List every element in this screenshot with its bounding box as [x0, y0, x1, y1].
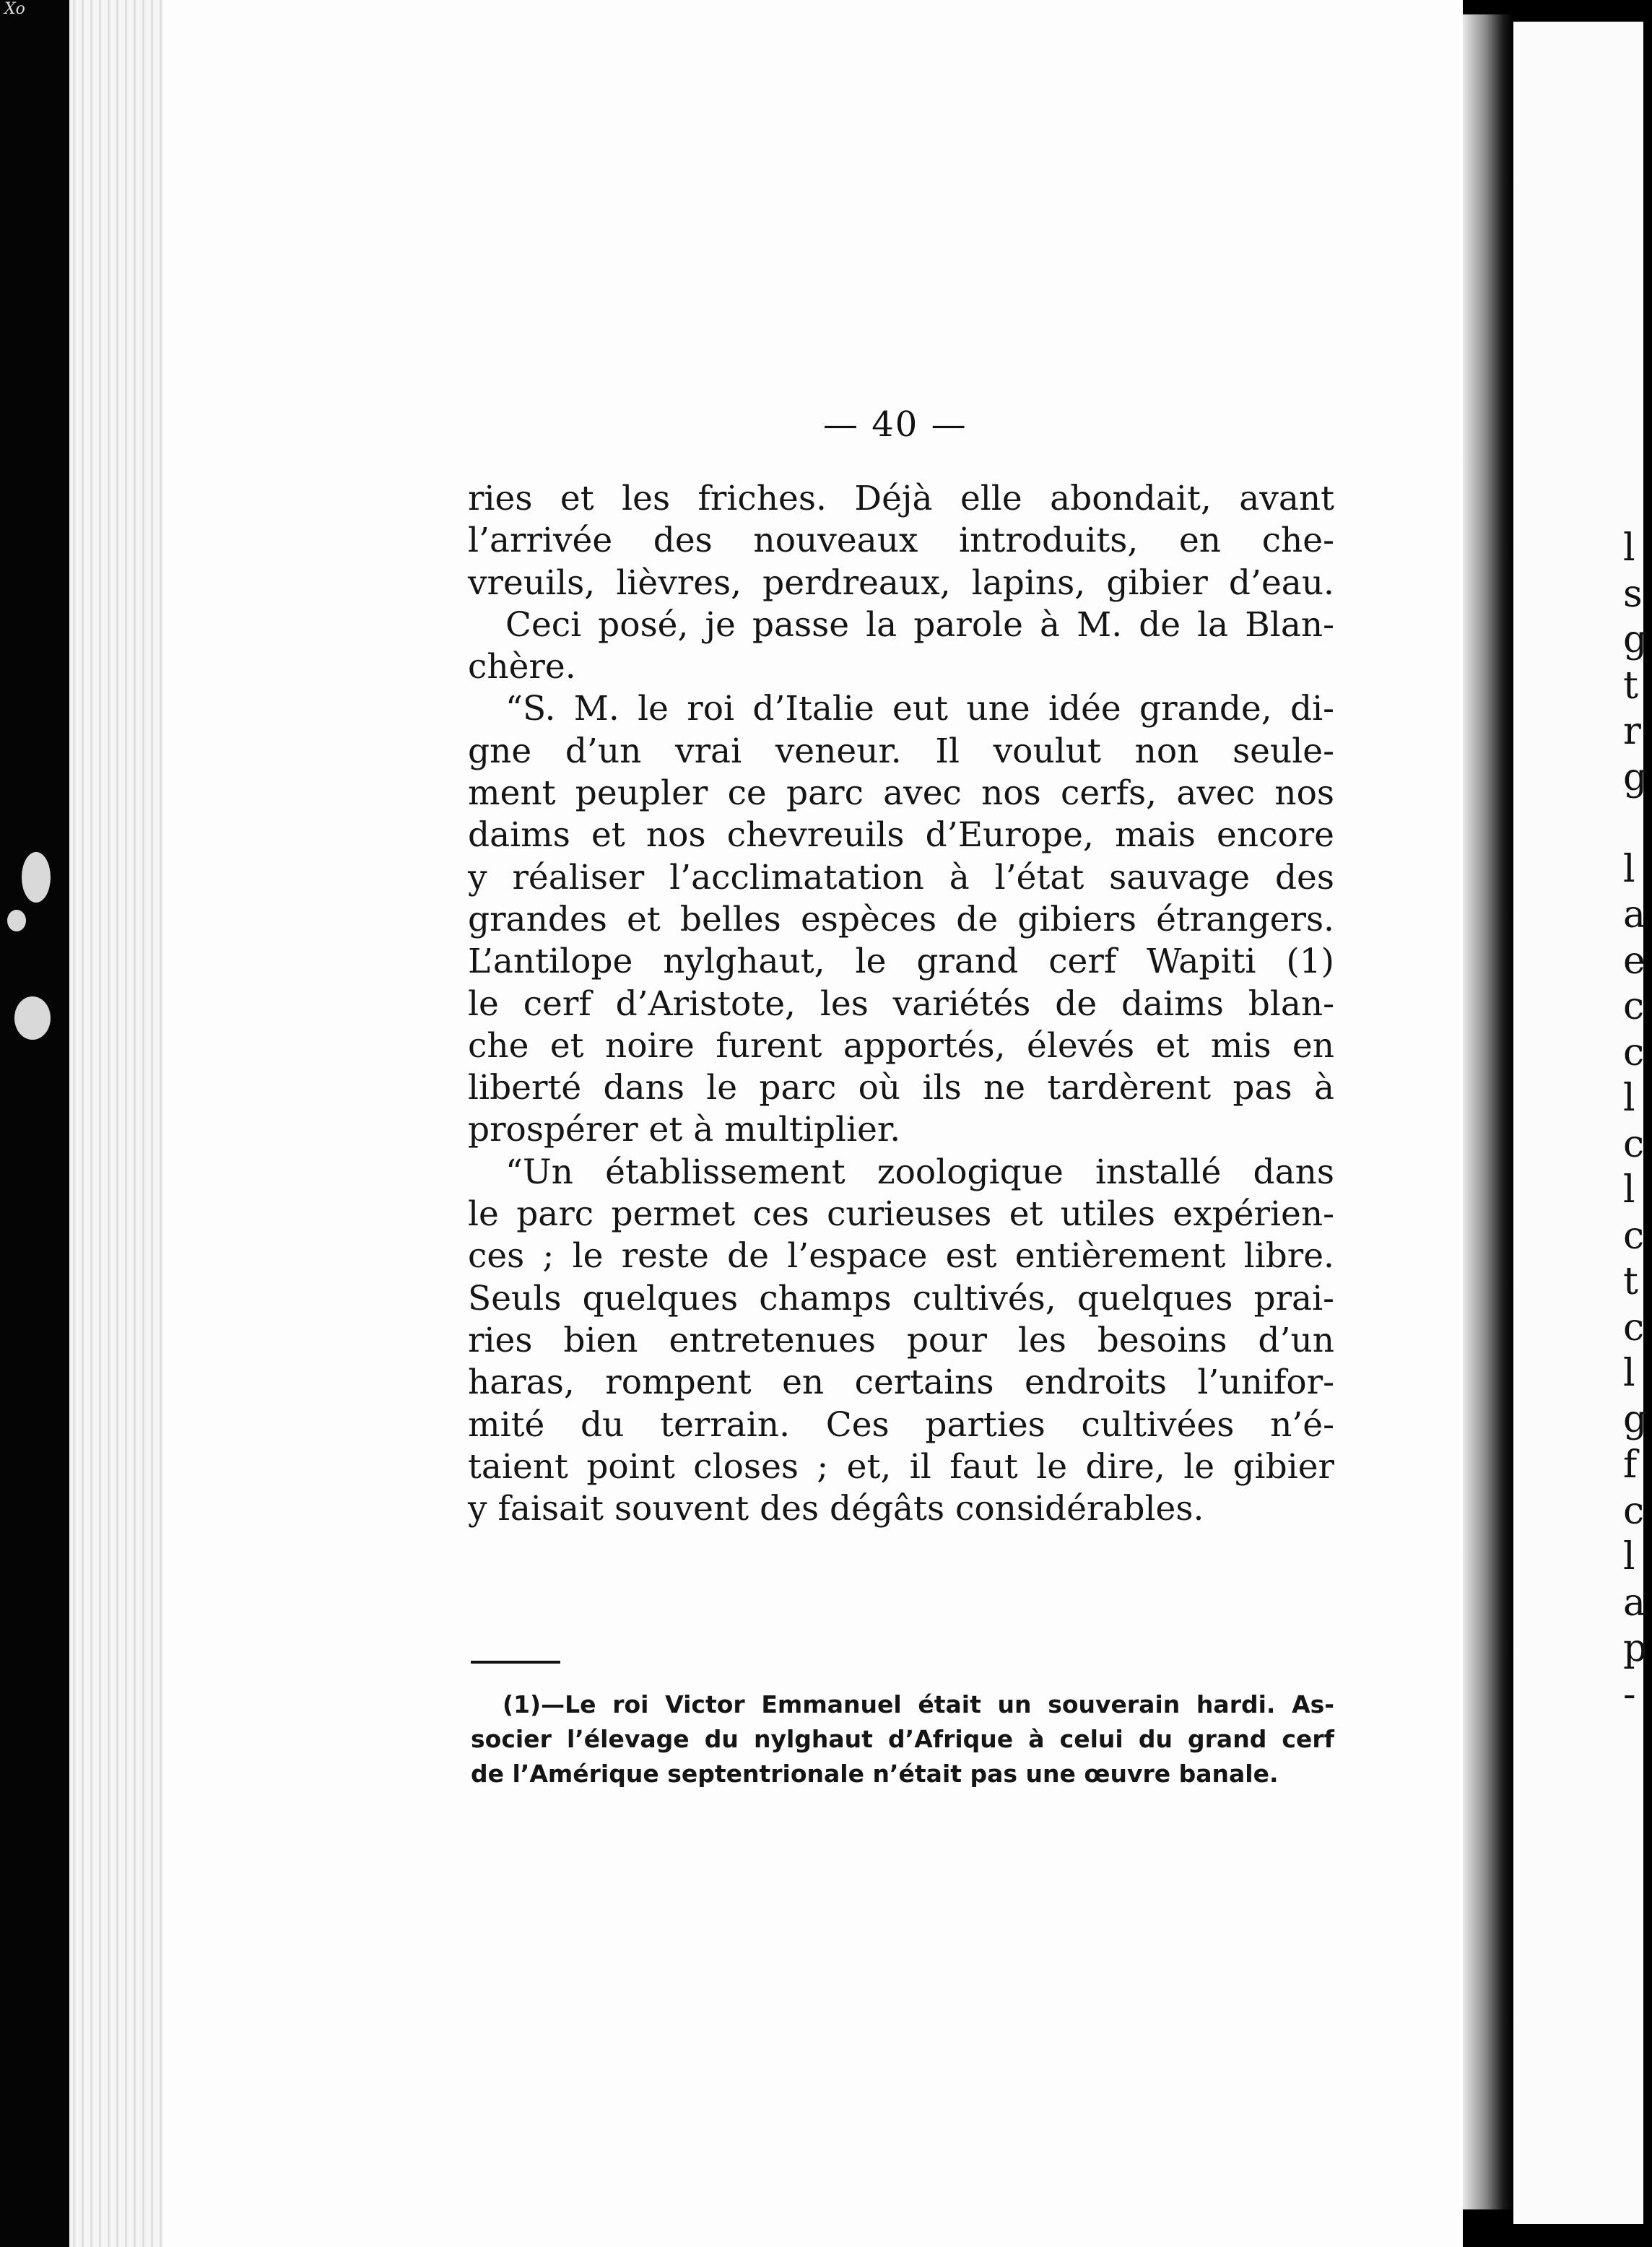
- scan-speck: [14, 996, 51, 1040]
- footnote-rule: [471, 1661, 560, 1664]
- body-line: ment peupler ce parc avec nos cerfs, avec nos: [468, 773, 1334, 814]
- scan-speck: [7, 910, 26, 931]
- corner-mark: Xo: [4, 0, 25, 18]
- page-number: — 40 —: [823, 404, 968, 445]
- body-line: l’arrivée des nouveaux introduits, en che-: [468, 521, 1334, 561]
- next-page-cropped-text: [1623, 526, 1652, 1718]
- next-page-letter: l: [1623, 1535, 1635, 1578]
- body-line: prospérer et à multiplier.: [468, 1110, 901, 1150]
- next-page-letter: l: [1623, 1352, 1635, 1395]
- body-line: L’antilope nylghaut, le grand cerf Wapiti (1): [468, 942, 1334, 982]
- body-line: “S. M. le roi d’Italie eut une idée grande, di-: [505, 689, 1334, 729]
- body-line: le parc permet ces curieuses et utiles expérien-: [468, 1194, 1334, 1235]
- body-line: y réaliser l’acclimatation à l’état sauvage des: [468, 857, 1334, 898]
- next-page-letter: r: [1623, 710, 1641, 753]
- body-line: ries bien entretenues pour les besoins d’un: [468, 1320, 1334, 1360]
- body-text: [468, 478, 1334, 1530]
- next-page-letter: g: [1623, 1397, 1648, 1441]
- body-line: gne d’un vrai veneur. Il voulut non seule-: [468, 731, 1334, 771]
- next-page-letter: a: [1623, 1581, 1646, 1625]
- next-page-letter: a: [1623, 893, 1646, 936]
- next-page-letter: -: [1623, 1672, 1636, 1716]
- body-line: ces ; le reste de l’espace est entièrement libre.: [468, 1236, 1334, 1277]
- stacked-page-edges: [69, 0, 163, 2247]
- footnote: [471, 1687, 1334, 1791]
- body-line: che et noire furent apportés, élevés et mis en: [468, 1025, 1334, 1066]
- next-page-letter: l: [1623, 1168, 1635, 1212]
- body-line: daims et nos chevreuils d’Europe, mais encore: [468, 815, 1334, 856]
- body-line: liberté dans le parc où ils ne tardèrent pas à: [468, 1068, 1334, 1108]
- next-page-letter: l: [1623, 847, 1635, 891]
- next-page-letter: l: [1623, 1077, 1635, 1120]
- next-page-letter: t: [1623, 664, 1638, 708]
- body-line: ries et les friches. Déjà elle abondait, avant: [468, 479, 1334, 518]
- body-line: vreuils, lièvres, perdreaux, lapins, gibier d’eau.: [468, 562, 1334, 603]
- next-page-letter: c: [1623, 1122, 1645, 1166]
- next-page-letter: c: [1623, 1214, 1645, 1258]
- next-page-letter: e: [1623, 939, 1646, 983]
- body-line: Ceci posé, je passe la parole à M. de la Blan-: [505, 604, 1334, 645]
- body-line: y faisait souvent des dégâts considérables.: [468, 1489, 1204, 1529]
- next-page-letter: c: [1623, 1305, 1645, 1349]
- next-page-letter: f: [1623, 1443, 1638, 1487]
- body-line: mité du terrain. Ces parties cultivées n’é-: [468, 1404, 1334, 1445]
- next-page-letter: g: [1623, 755, 1648, 799]
- body-line: Seuls quelques champs cultivés, quelques prai-: [468, 1278, 1334, 1318]
- next-page-letter: c: [1623, 1489, 1645, 1533]
- next-page-letter: s: [1623, 572, 1643, 616]
- next-page-letter: g: [1623, 618, 1648, 661]
- next-page-letter: c: [1623, 1030, 1645, 1074]
- body-line: le cerf d’Aristote, les variétés de daims blan-: [468, 983, 1334, 1024]
- next-page-letter: l: [1623, 526, 1635, 570]
- footnote-line: de l’Amérique septentrionale n’était pas une œuvre banale.: [471, 1760, 1279, 1788]
- body-line: taient point closes ; et, il faut le dire, le gibier: [468, 1446, 1334, 1487]
- body-line: “Un établissement zoologique installé dans: [505, 1152, 1334, 1192]
- next-page-letter: p: [1623, 1627, 1648, 1670]
- body-line: grandes et belles espèces de gibiers étrangers.: [468, 899, 1334, 939]
- scan-speck: [22, 852, 51, 903]
- footnote-line: socier l’élevage du nylghaut d’Afrique à celui du grand cerf: [471, 1725, 1334, 1753]
- gutter-shadow: [1463, 14, 1513, 2209]
- next-page-letter: t: [1623, 1260, 1638, 1303]
- next-page-letter: c: [1623, 985, 1645, 1028]
- footnote-line: (1)—Le roi Victor Emmanuel était un souverain hardi. As-: [503, 1690, 1334, 1718]
- next-page-letter: [1623, 801, 1652, 847]
- binding-shadow: [0, 0, 69, 2247]
- body-line: chère.: [468, 647, 576, 687]
- body-line: haras, rompent en certains endroits l’unifor-: [468, 1362, 1334, 1403]
